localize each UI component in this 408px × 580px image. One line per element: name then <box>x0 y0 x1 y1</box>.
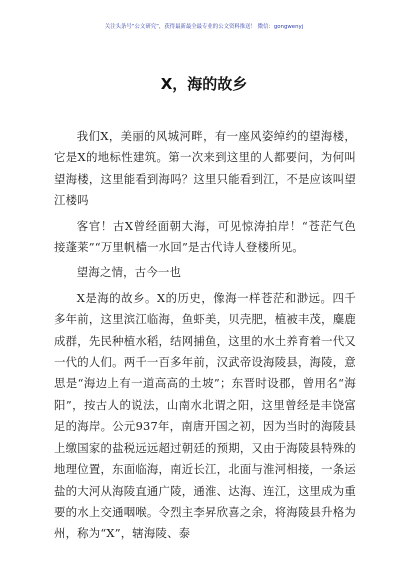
paragraph: 望海之情，古今一也 <box>76 265 182 280</box>
paragraph: 客官！古X曾经面朝大海，可见惊涛拍岸！“苍茫气色接蓬莱”“万里帆樯一水回”是古代诗人登楼所见。 <box>54 218 356 255</box>
paragraph: 我们X，美丽的风城河畔，有一座风姿绰约的望海楼，它是X的地标性建筑。第一次来到这里的人都要问，为何叫望海楼，这里能看到海吗？这里只能看到江，不是应该叫望江楼吗 <box>54 129 356 208</box>
document-body <box>54 126 356 545</box>
paragraph: X是海的故乡。X的历史，像海一样苍茫和渺远。四千多年前，这里滨江临海，鱼虾美，贝壳肥，植被丰茂，麋鹿成群，先民种植水稻，结网捕鱼，这里的水土养育着一代又一代的人们。两千一百多年前，汉武帝设海陵县，海陵，意思是“海边上有一道高高的土坡”；东晋时设郡，曾用名“海阳”，按古人的说法，山南水北谓之阳，这里曾经是丰饶富足的海岸。公元937年，南唐开国之初，因为当时的海陵县上缴国家的盐税远远超过朝廷的预期，又由于海陵县特殊的地理位置，东面临海，南近长江，北面与淮河相接，一条运盐的大河从海陵直通广陵，通淮、达海、连江，这里成为重要的水上交通咽喉。令烈主李昇欣喜之余，将海陵县升格为州，称为“X”，辖海陵、泰 <box>54 290 356 541</box>
document-title: X，海的故乡 <box>160 75 248 93</box>
header-note: 关注头条号“公文研究”，获得最新最全最专业的公文资料推送！ 微信：gongwenyj <box>104 24 304 30</box>
